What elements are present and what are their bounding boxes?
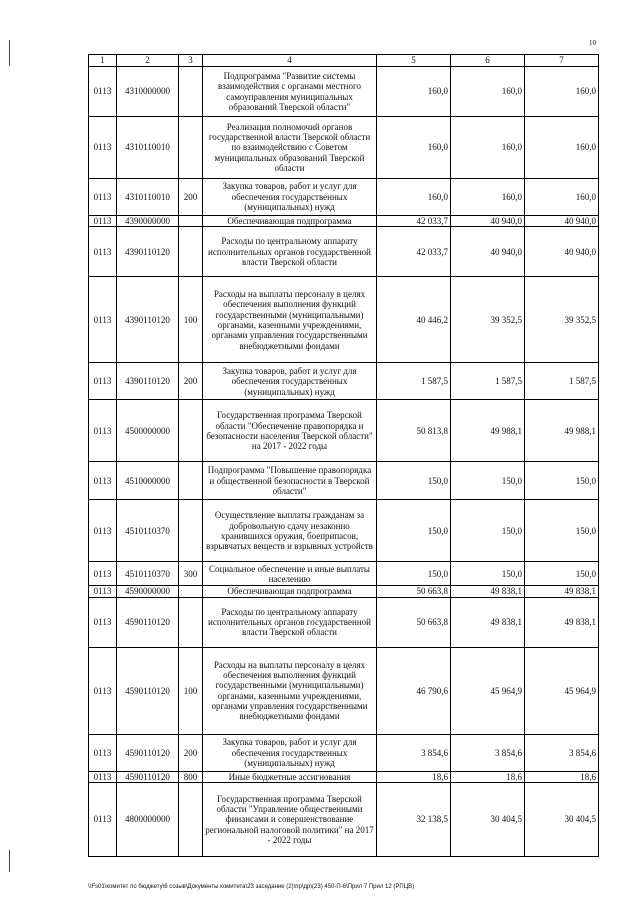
- table-row: [89, 462, 599, 500]
- description-cell: Расходы на выплаты персоналу в целях обеспечения выполнения функций государственными (муниципальными) органами, казенными учреждениями, органами управления государственными внебюджетными фондами: [203, 277, 377, 363]
- target-article-cell: 4310110010: [117, 179, 179, 216]
- footer-file-path: \\Fs01\комитет по бюджету\6 созыв\Документы комитета\23 заседание (2)\пр\др\(23) 450-П-6\Прил 7 Прил 12 (РПЦВ): [88, 884, 415, 890]
- amount-2022-cell: 39 352,5: [525, 277, 599, 363]
- target-article-cell: 4590110120: [117, 771, 179, 782]
- table-row: [89, 771, 599, 782]
- description-cell: Закупка товаров, работ и услуг для обеспечения государственных (муниципальных) нужд: [203, 734, 377, 771]
- amount-2020-cell: 50 663,8: [377, 597, 451, 647]
- section-code-cell: 0113: [89, 179, 117, 216]
- amount-2020-cell: 160,0: [377, 179, 451, 216]
- table-row: [89, 783, 599, 857]
- expense-type-cell: [179, 586, 203, 597]
- target-article-cell: 4800000000: [117, 783, 179, 857]
- description-cell: Расходы по центральному аппарату исполнительных органов государственной власти Тверской области: [203, 227, 377, 277]
- expense-type-cell: 300: [179, 562, 203, 586]
- table-row: [89, 179, 599, 216]
- amount-2020-cell: 160,0: [377, 117, 451, 179]
- section-code-cell: 0113: [89, 562, 117, 586]
- target-article-cell: 4510110370: [117, 500, 179, 562]
- expense-type-cell: [179, 67, 203, 117]
- description-cell: Социальное обеспечение и иные выплаты населению: [203, 562, 377, 586]
- expense-type-cell: 100: [179, 647, 203, 734]
- table-row: [89, 400, 599, 462]
- table-row: [89, 500, 599, 562]
- amount-2021-cell: 160,0: [451, 67, 525, 117]
- amount-2022-cell: 160,0: [525, 117, 599, 179]
- amount-2021-cell: 3 854,6: [451, 734, 525, 771]
- description-cell: Обеспечивающая подпрограмма: [203, 586, 377, 597]
- target-article-cell: 4510000000: [117, 462, 179, 500]
- table-row: [89, 363, 599, 400]
- amount-2022-cell: 49 838,1: [525, 597, 599, 647]
- amount-2021-cell: 49 838,1: [451, 597, 525, 647]
- table-row: [89, 227, 599, 277]
- amount-2022-cell: 40 940,0: [525, 227, 599, 277]
- target-article-cell: 4390110120: [117, 277, 179, 363]
- description-cell: Закупка товаров, работ и услуг для обеспечения государственных (муниципальных) нужд: [203, 179, 377, 216]
- amount-2021-cell: 160,0: [451, 179, 525, 216]
- amount-2022-cell: 40 940,0: [525, 216, 599, 227]
- amount-2020-cell: 18,6: [377, 771, 451, 782]
- column-header: 3: [179, 55, 203, 67]
- amount-2020-cell: 42 033,7: [377, 216, 451, 227]
- target-article-cell: 4390110120: [117, 363, 179, 400]
- amount-2021-cell: 30 404,5: [451, 783, 525, 857]
- amount-2021-cell: 160,0: [451, 117, 525, 179]
- description-cell: Подпрограмма "Развитие системы взаимодействия с органами местного самоуправления муниципальных образований Тверской области": [203, 67, 377, 117]
- section-code-cell: 0113: [89, 783, 117, 857]
- expense-type-cell: 800: [179, 771, 203, 782]
- amount-2022-cell: 30 404,5: [525, 783, 599, 857]
- target-article-cell: 4310000000: [117, 67, 179, 117]
- section-code-cell: 0113: [89, 647, 117, 734]
- description-cell: Подпрограмма "Повышение правопорядка и общественной безопасности в Тверской области": [203, 462, 377, 500]
- amount-2022-cell: 160,0: [525, 67, 599, 117]
- amount-2022-cell: 49 988,1: [525, 400, 599, 462]
- amount-2020-cell: 50 663,8: [377, 586, 451, 597]
- column-header: 1: [89, 55, 117, 67]
- amount-2021-cell: 40 940,0: [451, 216, 525, 227]
- section-code-cell: 0113: [89, 277, 117, 363]
- section-code-cell: 0113: [89, 400, 117, 462]
- table-row: [89, 647, 599, 734]
- target-article-cell: 4590110120: [117, 597, 179, 647]
- expense-type-cell: 100: [179, 277, 203, 363]
- description-cell: Реализация полномочий органов государственной власти Тверской области по взаимодействию с Советом муниципальных образований Тверской области: [203, 117, 377, 179]
- expense-type-cell: [179, 597, 203, 647]
- expense-type-cell: 200: [179, 734, 203, 771]
- section-code-cell: 0113: [89, 734, 117, 771]
- target-article-cell: 4310110010: [117, 117, 179, 179]
- amount-2022-cell: 45 964,9: [525, 647, 599, 734]
- table-row: [89, 586, 599, 597]
- expense-type-cell: [179, 216, 203, 227]
- table-row: [89, 597, 599, 647]
- target-article-cell: 4510110370: [117, 562, 179, 586]
- amount-2021-cell: 49 988,1: [451, 400, 525, 462]
- amount-2022-cell: 150,0: [525, 500, 599, 562]
- amount-2020-cell: 32 138,5: [377, 783, 451, 857]
- amount-2022-cell: 160,0: [525, 179, 599, 216]
- amount-2020-cell: 42 033,7: [377, 227, 451, 277]
- amount-2021-cell: 39 352,5: [451, 277, 525, 363]
- target-article-cell: 4390110120: [117, 227, 179, 277]
- target-article-cell: 4390000000: [117, 216, 179, 227]
- description-cell: Закупка товаров, работ и услуг для обеспечения государственных (муниципальных) нужд: [203, 363, 377, 400]
- amount-2022-cell: 3 854,6: [525, 734, 599, 771]
- amount-2020-cell: 1 587,5: [377, 363, 451, 400]
- column-header: 7: [525, 55, 599, 67]
- description-cell: Государственная программа Тверской области "Обеспечение правопорядка и безопасности населения Тверской области" на 2017 - 2022 годы: [203, 400, 377, 462]
- amount-2021-cell: 1 587,5: [451, 363, 525, 400]
- expense-type-cell: 200: [179, 363, 203, 400]
- amount-2020-cell: 3 854,6: [377, 734, 451, 771]
- amount-2021-cell: 40 940,0: [451, 227, 525, 277]
- amount-2021-cell: 18,6: [451, 771, 525, 782]
- section-code-cell: 0113: [89, 500, 117, 562]
- target-article-cell: 4590110120: [117, 647, 179, 734]
- amount-2021-cell: 150,0: [451, 462, 525, 500]
- expense-type-cell: [179, 500, 203, 562]
- section-code-cell: 0113: [89, 771, 117, 782]
- amount-2021-cell: 150,0: [451, 562, 525, 586]
- table-row: [89, 277, 599, 363]
- table-body: [89, 67, 599, 857]
- description-cell: Осуществление выплаты гражданам за добровольную сдачу незаконно хранившихся оружия, боеприпасов, взрывчатых веществ и взрывных устройств: [203, 500, 377, 562]
- section-code-cell: 0113: [89, 462, 117, 500]
- margin-mark-bottom: [9, 850, 10, 872]
- table-row: [89, 734, 599, 771]
- column-header: 2: [117, 55, 179, 67]
- section-code-cell: 0113: [89, 597, 117, 647]
- amount-2021-cell: 49 838,1: [451, 586, 525, 597]
- amount-2020-cell: 150,0: [377, 462, 451, 500]
- target-article-cell: 4590000000: [117, 586, 179, 597]
- page-number: 10: [589, 39, 596, 47]
- expense-type-cell: [179, 462, 203, 500]
- section-code-cell: 0113: [89, 67, 117, 117]
- description-cell: Обеспечивающая подпрограмма: [203, 216, 377, 227]
- section-code-cell: 0113: [89, 227, 117, 277]
- section-code-cell: 0113: [89, 216, 117, 227]
- margin-mark-top: [9, 40, 10, 66]
- amount-2022-cell: 150,0: [525, 462, 599, 500]
- table-row: [89, 67, 599, 117]
- description-cell: Государственная программа Тверской области "Управление общественными финансами и совершенствование региональной налоговой политики" на 2017 - 2022 годы: [203, 783, 377, 857]
- expense-type-cell: [179, 117, 203, 179]
- description-cell: Расходы на выплаты персоналу в целях обеспечения выполнения функций государственными (муниципальными) органами, казенными учреждениями, органами управления государственными внебюджетными фондами: [203, 647, 377, 734]
- table-row: [89, 562, 599, 586]
- target-article-cell: 4590110120: [117, 734, 179, 771]
- description-cell: Иные бюджетные ассигнования: [203, 771, 377, 782]
- section-code-cell: 0113: [89, 363, 117, 400]
- amount-2020-cell: 40 446,2: [377, 277, 451, 363]
- amount-2022-cell: 1 587,5: [525, 363, 599, 400]
- description-cell: Расходы по центральному аппарату исполнительных органов государственной власти Тверской области: [203, 597, 377, 647]
- budget-table: [88, 54, 599, 857]
- expense-type-cell: [179, 400, 203, 462]
- amount-2020-cell: 150,0: [377, 562, 451, 586]
- expense-type-cell: [179, 783, 203, 857]
- column-header: 6: [451, 55, 525, 67]
- amount-2020-cell: 160,0: [377, 67, 451, 117]
- column-number-row: [89, 55, 599, 67]
- amount-2022-cell: 150,0: [525, 562, 599, 586]
- target-article-cell: 4500000000: [117, 400, 179, 462]
- amount-2020-cell: 46 790,6: [377, 647, 451, 734]
- column-header: 5: [377, 55, 451, 67]
- amount-2022-cell: 18,6: [525, 771, 599, 782]
- amount-2020-cell: 150,0: [377, 500, 451, 562]
- section-code-cell: 0113: [89, 117, 117, 179]
- amount-2020-cell: 50 813,8: [377, 400, 451, 462]
- table-row: [89, 117, 599, 179]
- expense-type-cell: [179, 227, 203, 277]
- table-row: [89, 216, 599, 227]
- section-code-cell: 0113: [89, 586, 117, 597]
- amount-2021-cell: 150,0: [451, 500, 525, 562]
- column-header: 4: [203, 55, 377, 67]
- amount-2021-cell: 45 964,9: [451, 647, 525, 734]
- amount-2022-cell: 49 838,1: [525, 586, 599, 597]
- expense-type-cell: 200: [179, 179, 203, 216]
